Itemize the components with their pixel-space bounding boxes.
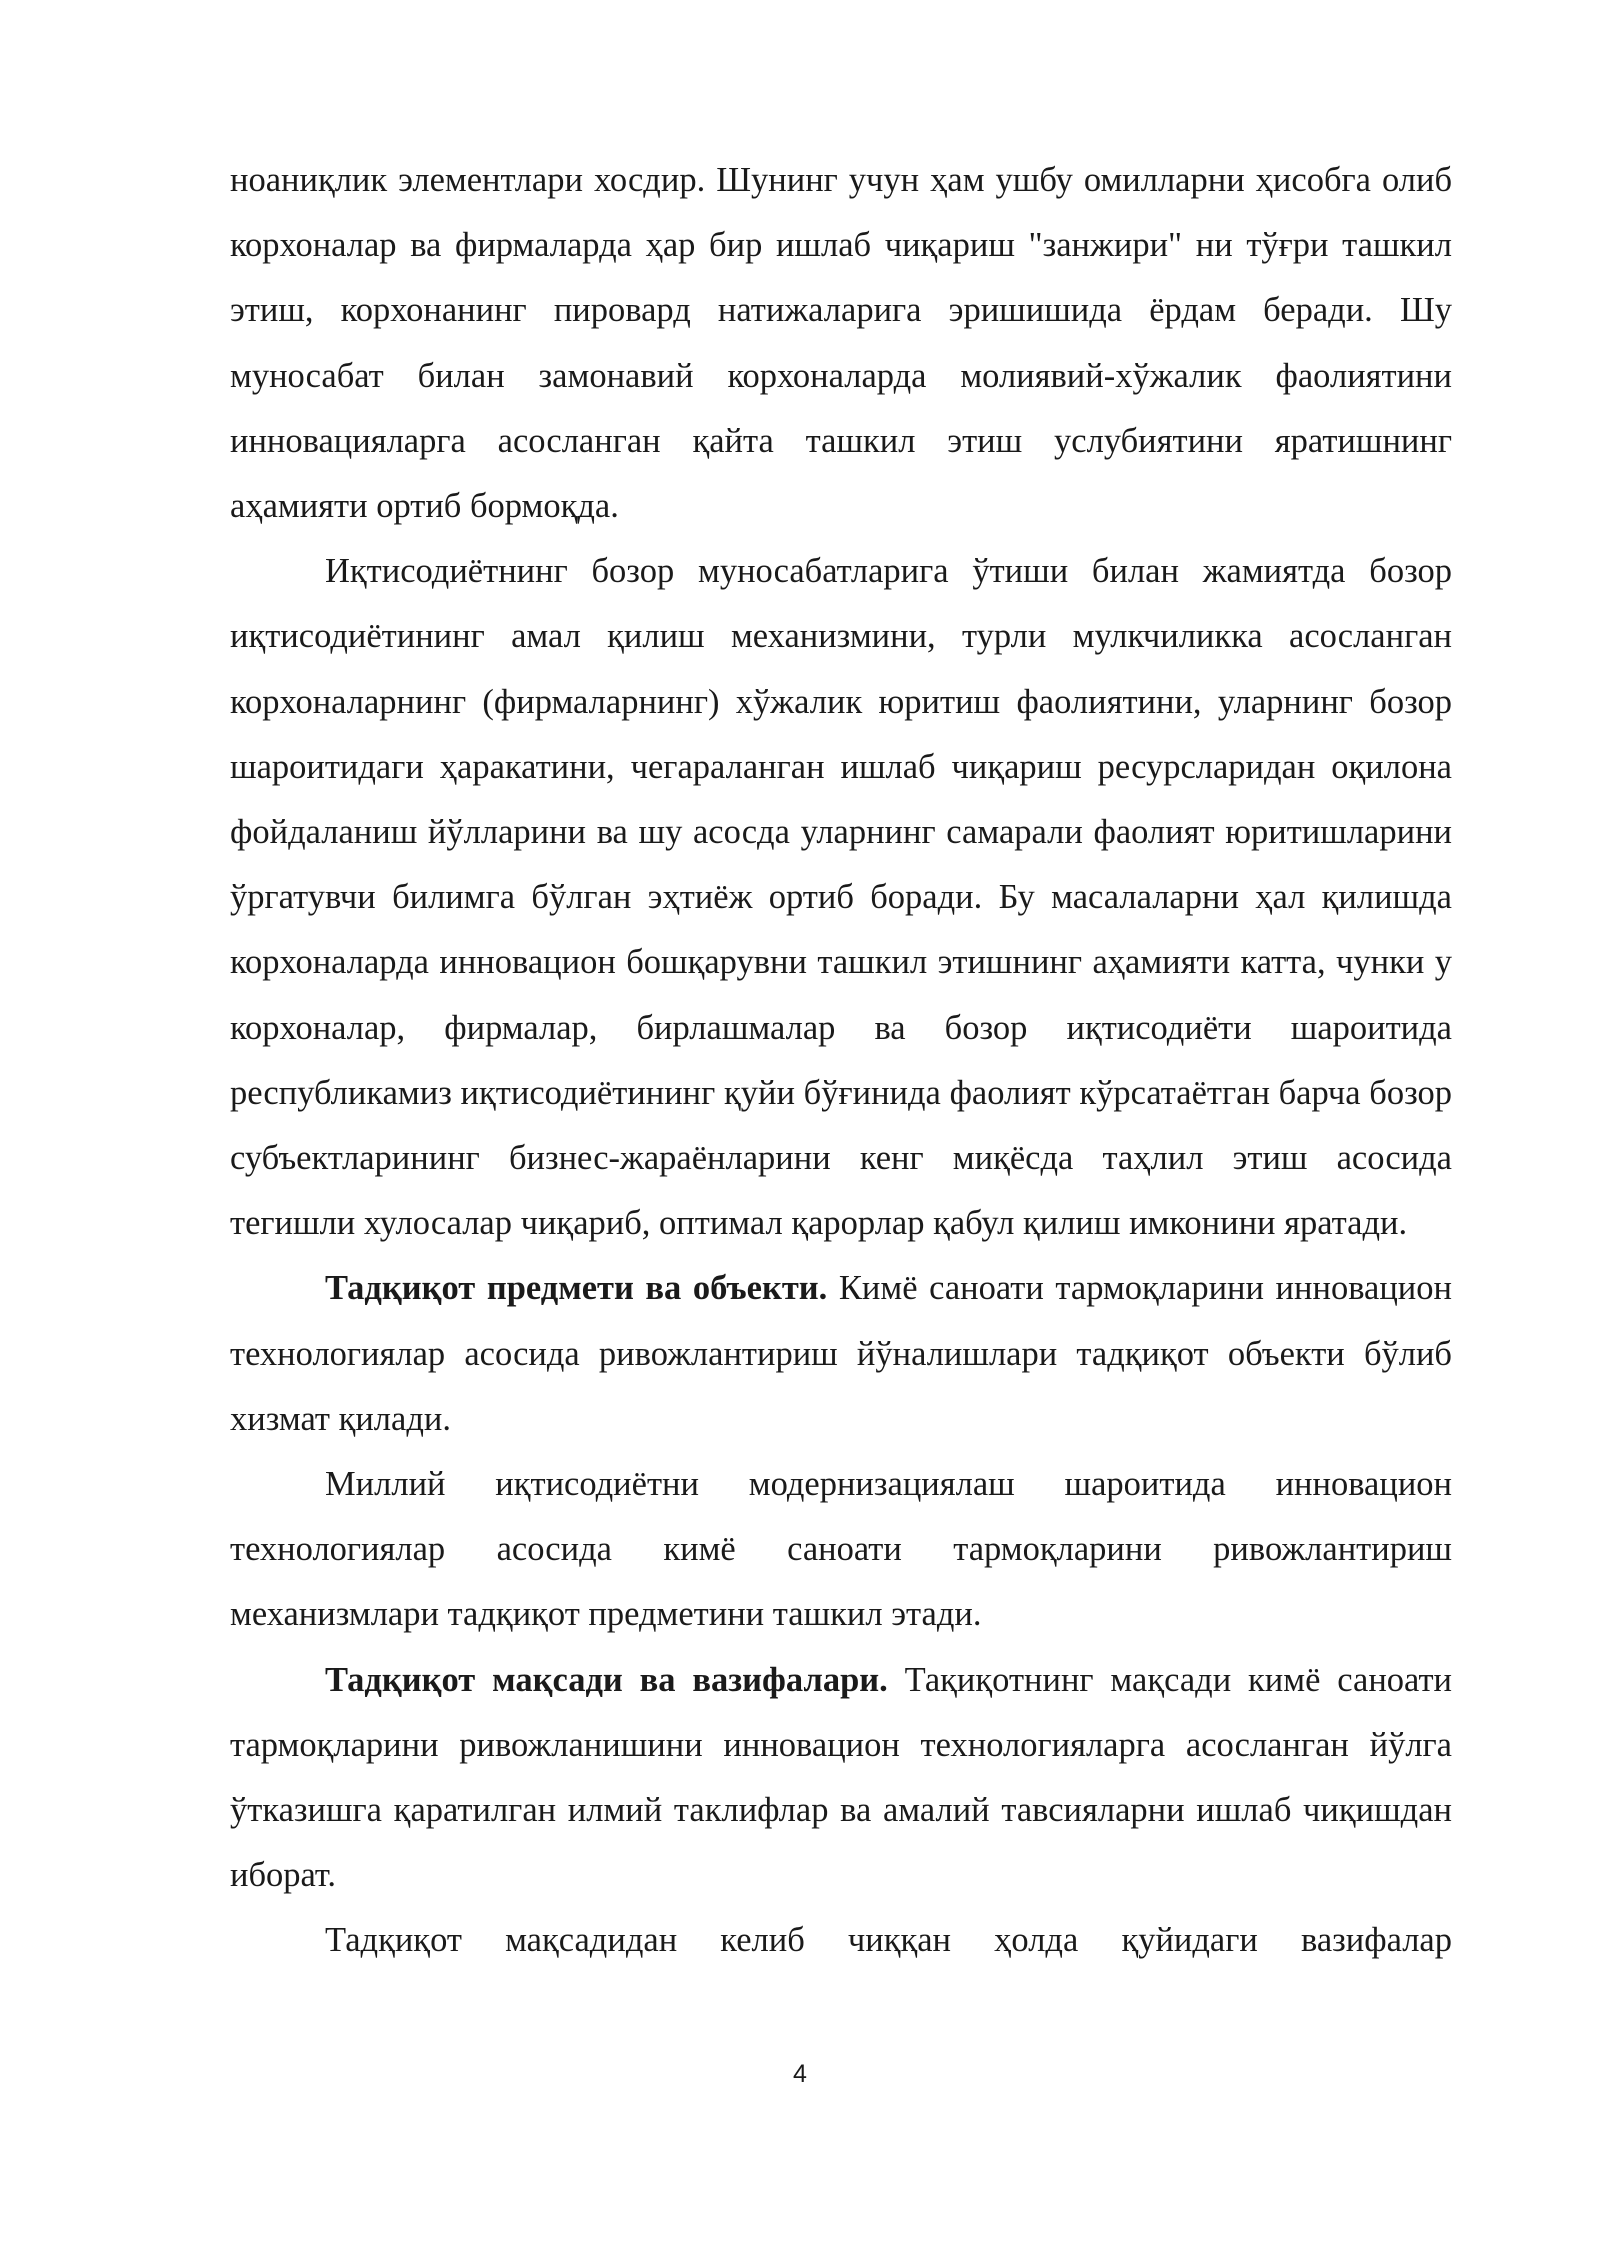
- paragraph-text: Кимё саноати тармоқларини инновацион технологиялар асосида ривожлантириш йўналишлари тадқиқот объекти бўлиб хизмат қилади.: [230, 1269, 1452, 1438]
- paragraph-text: Миллий иқтисодиётни модернизациялаш шароитида инновацион технологиялар асосида кимё саноати тармоқларини ривожлантириш механизмлари тадқиқот предметини ташкил этади.: [230, 1465, 1452, 1634]
- paragraph-heading: Тадқиқот предмети ва объекти.: [325, 1269, 828, 1308]
- paragraph-heading: Тадқиқот мақсади ва вазифалари.: [325, 1660, 888, 1699]
- paragraph-research-subject: [230, 1452, 1452, 1648]
- paragraph-research-subject-object: [230, 1256, 1452, 1452]
- paragraph-text: Иқтисодиётнинг бозор муносабатларига ўтиши билан жамиятда бозор иқтисодиётининг амал қилиш механизмини, турли мулкчиликка асосланган корхоналарнинг (фирмаларнинг) хўжалик юритиш фаолиятини, уларнинг бозор шароитидаги ҳаракатини, чегараланган ишлаб чиқариш ресурсларидан оқилона фойдаланиш йўлларини ва шу асосда уларнинг самарали фаолият юритишларини ўргатувчи билимга бўлган эҳтиёж ортиб боради. Бу масалаларни ҳал қилишда корхоналарда инновацион бошқарувни ташкил этишнинг аҳамияти катта, чунки у корхоналар, фирмалар, бирлашмалар ва бозор иқтисодиёти шароитида республикамиз иқтисодиётининг қуйи бўғинида фаолият кўрсатаётган барча бозор субъектларининг бизнес-жараёнларини кенг миқёсда таҳлил этиш асосида тегишли хулосалар чиқариб, оптимал қарорлар қабул қилиш имконини яратади.: [230, 552, 1452, 1243]
- paragraph-text: ноаниқлик элементлари хосдир. Шунинг учун ҳам ушбу омилларни ҳисобга олиб корхоналар ва фирмаларда ҳар бир ишлаб чиқариш "занжири" ни тўғри ташкил этиш, корхонанинг пировард натижаларига эришишида ёрдам беради. Шу муносабат билан замонавий корхоналарда молиявий-хўжалик фаолиятини инновацияларга асосланган қайта ташкил этиш услубиятини яратишнинг аҳамияти ортиб бормоқда.: [230, 161, 1452, 526]
- document-page: [230, 148, 1452, 1974]
- paragraph-text: Тадқиқот мақсадидан келиб чиққан ҳолда қуйидаги вазифалар: [325, 1921, 1452, 1960]
- paragraph-intro-continuation: [230, 148, 1452, 539]
- paragraph-market-economy: [230, 539, 1452, 1256]
- paragraph-research-tasks: [230, 1908, 1452, 1973]
- page-number: 4: [793, 2060, 807, 2088]
- paragraph-research-goals: [230, 1648, 1452, 1909]
- paragraph-text: Тақиқотнинг мақсади кимё саноати тармоқларини ривожланишини инновацион технологияларга асосланган йўлга ўтказишга қаратилган илмий таклифлар ва амалий тавсияларни ишлаб чиқишдан иборат.: [230, 1660, 1452, 1895]
